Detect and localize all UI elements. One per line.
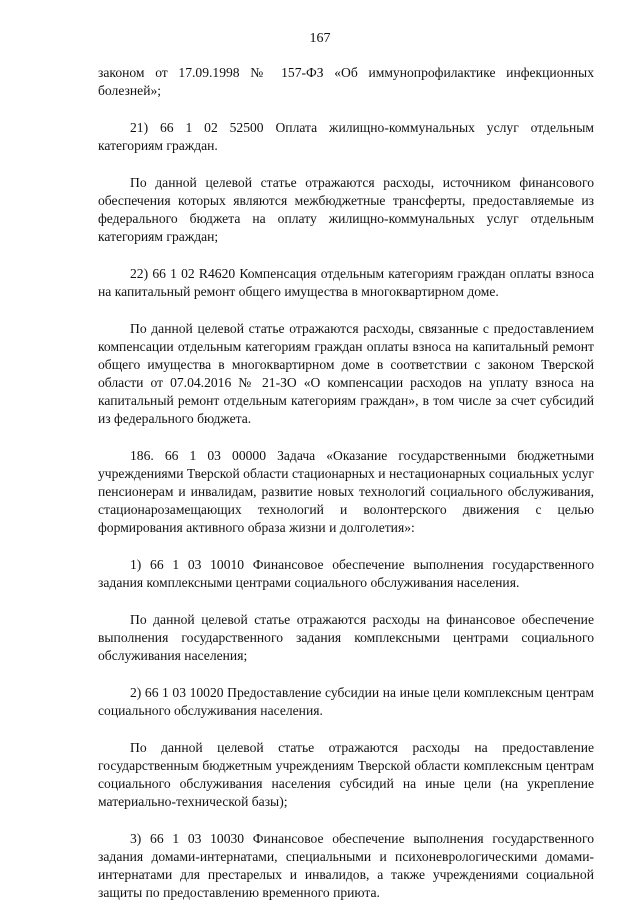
paragraph: 1) 66 1 03 10010 Финансовое обеспечение выполнения государственного задания комплексными центрами социального обслуживания населения. [98,557,594,590]
document-body [98,64,594,921]
paragraph: 186. 66 1 03 00000 Задача «Оказание государственными бюджетными учреждениями Тверской области стационарных и нестационарных социальных услуг пенсионерам и инвалидам, развитие новых технологий социального обслуживания, стационарозамещающих технологий и волонтерского движения с целью формирования активного образа жизни и долголетия»: [98,448,594,535]
paragraph: По данной целевой статье отражаются расходы, связанные с предоставлением компенсации отдельным категориям граждан оплаты взноса на капитальный ремонт общего имущества в многоквартирном доме в соответствии с законом Тверской области от 07.04.2016 № 21-ЗО «О компенсации расходов на уплату взноса на капитальный ремонт отдельным категориям граждан», в том числе за счет субсидий из федерального бюджета. [98,321,594,426]
paragraph: 22) 66 1 02 R4620 Компенсация отдельным категориям граждан оплаты взноса на капитальный ремонт общего имущества в многоквартирном доме. [98,266,594,299]
paragraph: По данной целевой статье отражаются расходы на финансовое обеспечение выполнения государственного задания комплексными центрами социального обслуживания населения; [98,612,594,663]
paragraph: 21) 66 1 02 52500 Оплата жилищно-коммунальных услуг отдельным категориям граждан. [98,120,594,153]
paragraph: По данной целевой статье отражаются расходы на предоставление государственным бюджетным учреждениям Тверской области комплексным центрам социального обслуживания населения субсидий на иные цели (на укрепление материально-технической базы); [98,740,594,809]
paragraph: По данной целевой статье отражаются расходы, источником финансового обеспечения которых являются межбюджетные трансферты, предоставляемые из федерального бюджета на оплату жилищно-коммунальных услуг отдельным категориям граждан; [98,175,594,244]
paragraph: 3) 66 1 03 10030 Финансовое обеспечение выполнения государственного задания домами-интернатами, специальными и психоневрологическими домами-интернатами для престарелых и инвалидов, а также учреждениями социальной защиты по предоставлению временного приюта. [98,831,594,900]
paragraph: 2) 66 1 03 10020 Предоставление субсидии на иные цели комплексным центрам социального обслуживания населения. [98,685,594,718]
paragraph: законом от 17.09.1998 № 157-ФЗ «Об иммунопрофилактике инфекционных болезней»; [98,65,594,98]
page-number: 167 [309,31,331,46]
